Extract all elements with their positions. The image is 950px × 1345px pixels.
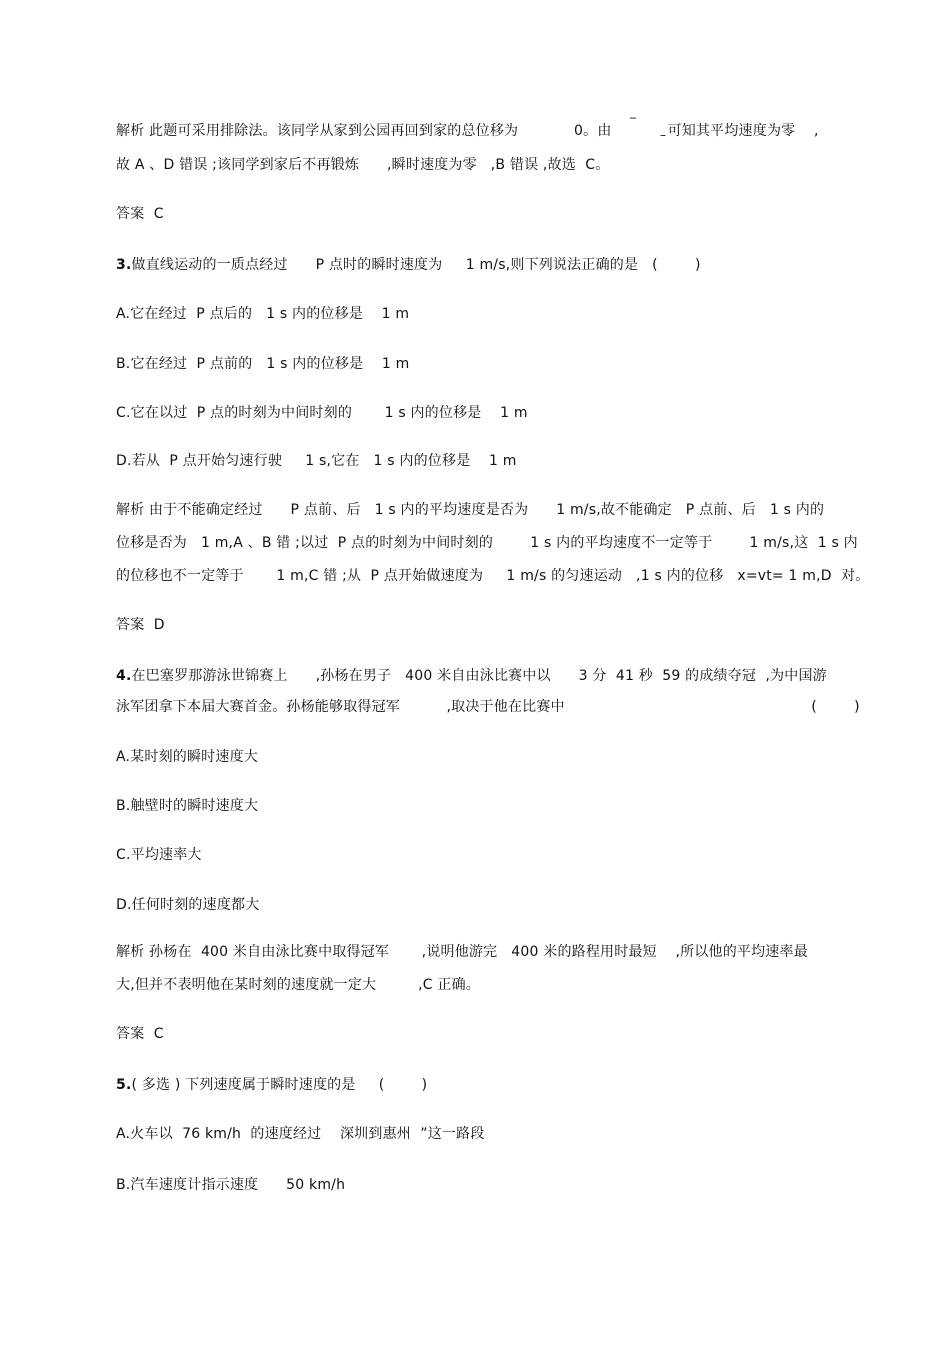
prev-answer: 答案 C bbox=[116, 206, 164, 222]
prev-analysis-text-b: 可知其平均速度为零 , bbox=[667, 123, 819, 139]
q4-answer: 答案 C bbox=[116, 1026, 164, 1042]
q3-option-b: B.它在经过 P 点前的 1 s 内的位移是 1 m bbox=[116, 356, 410, 372]
q5-stem bbox=[116, 1076, 427, 1094]
q3-analysis-line-1: 解析 由于不能确定经过 P 点前、后 1 s 内的平均速度是否为 1 m/s,故不能确定 P 点前、后 1 s 内的 bbox=[116, 502, 825, 518]
q3-analysis-line-2: 位移是否为 1 m,A 、B 错 ;以过 P 点的时刻为中间时刻的 1 s 内的平均速度不一定等于 1 m/s,这 1 s 内 bbox=[116, 535, 858, 551]
q5-option-a: A.火车以 76 km/h 的速度经过 深圳到惠州 ”这一路段 bbox=[116, 1126, 485, 1142]
formula-fraction-bottom: – bbox=[660, 128, 666, 142]
q3-stem bbox=[116, 256, 701, 274]
q4-stem-text-1: 在巴塞罗那游泳世锦赛上 ,孙杨在男子 400 米自由泳比赛中以 3 分 41 秒 59 的成绩夺冠 ,为中国游 bbox=[131, 668, 827, 684]
q3-number: 3. bbox=[116, 257, 132, 273]
prev-analysis-line-2: 故 A 、D 错误 ;该同学到家后不再锻炼 ,瞬时速度为零 ,B 错误 ,故选 C。 bbox=[116, 157, 610, 173]
formula-fraction-top: ‾ bbox=[630, 116, 636, 130]
q3-answer: 答案 D bbox=[116, 617, 165, 633]
q3-analysis-line-3: 的位移也不一定等于 1 m,C 错 ;从 P 点开始做速度为 1 m/s 的匀速运动 ,1 s 内的位移 x=vt= 1 m,D 对。 bbox=[116, 568, 870, 584]
q4-option-b: B.触壁时的瞬时速度大 bbox=[116, 798, 259, 814]
q3-stem-text: 做直线运动的一质点经过 P 点时的瞬时速度为 1 m/s,则下列说法正确的是 ( ) bbox=[131, 257, 701, 273]
q5-stem-text: ( 多选 ) 下列速度属于瞬时速度的是 ( ) bbox=[131, 1077, 428, 1093]
q5-option-b: B.汽车速度计指示速度 50 km/h bbox=[116, 1177, 346, 1193]
q4-stem-line-1 bbox=[116, 667, 827, 685]
q4-analysis-line-1: 解析 孙杨在 400 米自由泳比赛中取得冠军 ,说明他游完 400 米的路程用时最短 ,所以他的平均速率最 bbox=[116, 944, 808, 960]
q4-number: 4. bbox=[116, 668, 132, 684]
q3-option-c: C.它在以过 P 点的时刻为中间时刻的 1 s 内的位移是 1 m bbox=[116, 405, 528, 421]
q3-option-a: A.它在经过 P 点后的 1 s 内的位移是 1 m bbox=[116, 306, 410, 322]
q4-option-a: A.某时刻的瞬时速度大 bbox=[116, 749, 258, 765]
q4-option-c: C.平均速率大 bbox=[116, 847, 202, 863]
prev-analysis-text-a: 解析 此题可采用排除法。该同学从家到公园再回到家的总位移为 0。由 bbox=[116, 123, 612, 139]
q4-stem-line-2: 泳军团拿下本届大赛首金。孙杨能够取得冠军 ,取决于他在比赛中 ( ) bbox=[116, 699, 860, 715]
q4-option-d: D.任何时刻的速度都大 bbox=[116, 897, 260, 913]
q5-number: 5. bbox=[116, 1077, 132, 1093]
prev-analysis-line-1 bbox=[116, 122, 819, 140]
q4-analysis-line-2: 大,但并不表明他在某时刻的速度就一定大 ,C 正确。 bbox=[116, 977, 480, 993]
q3-option-d: D.若从 P 点开始匀速行驶 1 s,它在 1 s 内的位移是 1 m bbox=[116, 453, 517, 469]
